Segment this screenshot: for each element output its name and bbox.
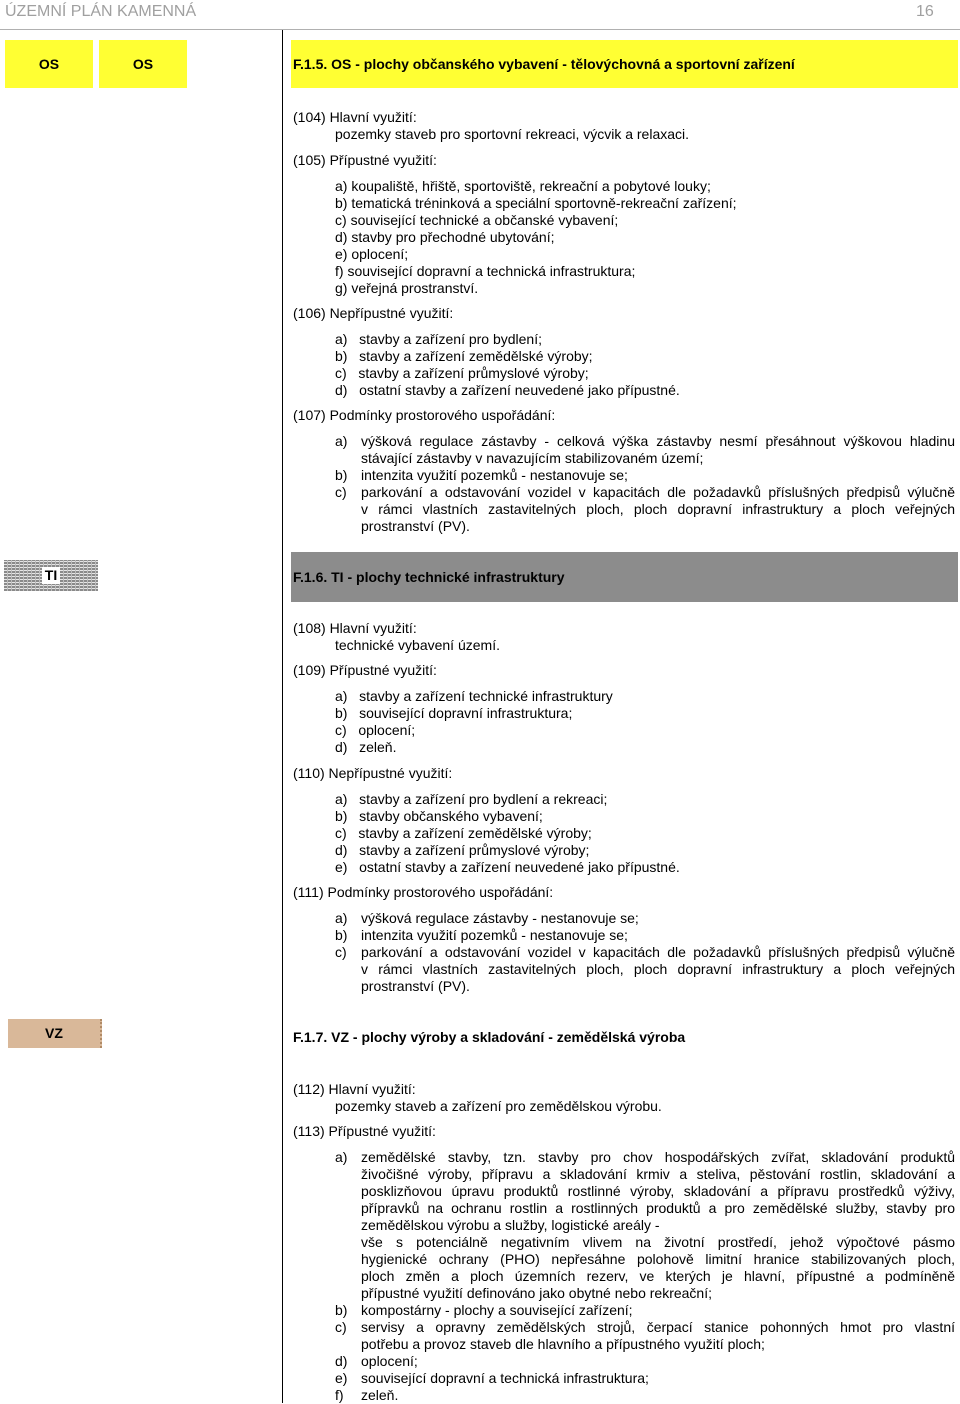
list-item: intenzita využití pozemků - nestanovuje se; bbox=[361, 467, 628, 483]
p111-heading: (111) Podmínky prostorového uspořádání: bbox=[293, 884, 554, 900]
list-item: g) veřejná prostranství. bbox=[335, 280, 479, 296]
list-item: d) stavby pro přechodné ubytování; bbox=[335, 229, 555, 245]
os-section-title: F.1.5. OS - plochy občanského vybavení - tělovýchovná a sportovní zařízení bbox=[293, 55, 795, 72]
p107-heading: (107) Podmínky prostorového uspořádání: bbox=[293, 407, 556, 423]
list-item: a) stavby a zařízení pro bydlení; bbox=[335, 331, 542, 347]
list-item-cont: přípustné využití definováno jako obytné nebo rekreační; bbox=[361, 1285, 712, 1301]
list-item: b) související dopravní infrastruktura; bbox=[335, 705, 573, 721]
ti-section-bar bbox=[291, 552, 958, 602]
list-item-cont: hygienické ochrany (PHO) nepřesáhne polohově limitní hranice stabilizovaných ploch, bbox=[361, 1251, 955, 1267]
list-item: parkování a odstavování vozidel v kapacitách dle požadavků příslušných předpisů výlučně bbox=[361, 484, 955, 500]
list-item-cont: vše s potenciálně negativním vlivem na životní prostředí, jehož výpočtové pásmo bbox=[361, 1234, 955, 1250]
list-label: b) bbox=[335, 927, 348, 943]
list-item-cont: prostranství (PV). bbox=[361, 518, 470, 534]
list-item-cont: živočišné výroby, přípravu a skladování krmiv a steliva, pěstování rostlin, skladování a bbox=[361, 1166, 955, 1182]
p108-heading: (108) Hlavní využití: bbox=[293, 620, 417, 636]
list-item: a) koupaliště, hřiště, sportoviště, rekreační a pobytové louky; bbox=[335, 178, 711, 194]
p106-heading: (106) Nepřípustné využití: bbox=[293, 305, 454, 321]
document-title: ÚZEMNÍ PLÁN KAMENNÁ bbox=[5, 3, 197, 20]
list-label: a) bbox=[335, 1149, 348, 1165]
list-item: b) tematická tréninková a speciální sportovně-rekreační zařízení; bbox=[335, 195, 737, 211]
list-label: c) bbox=[335, 484, 347, 500]
p109-heading: (109) Přípustné využití: bbox=[293, 662, 437, 678]
list-item: d) stavby a zařízení průmyslové výroby; bbox=[335, 842, 590, 858]
p112-heading: (112) Hlavní využití: bbox=[293, 1081, 416, 1097]
list-label: c) bbox=[335, 944, 347, 960]
p110-heading: (110) Nepřípustné využití: bbox=[293, 765, 453, 781]
list-item-cont: posklizňovou úpravu produktů rostlinné výroby, skladování a přípravu prostředků výživy, bbox=[361, 1183, 955, 1199]
list-item: a) stavby a zařízení pro bydlení a rekreaci; bbox=[335, 791, 608, 807]
list-item: oplocení; bbox=[361, 1353, 418, 1369]
os-code-badge: OS bbox=[5, 40, 93, 88]
vz-section-title: F.1.7. VZ - plochy výroby a skladování - zemědělská výroba bbox=[293, 1028, 686, 1045]
ti-section-title: F.1.6. TI - plochy technické infrastruktury bbox=[293, 568, 565, 585]
header-rule bbox=[0, 29, 960, 30]
list-item: d) ostatní stavby a zařízení neuvedené jako přípustné. bbox=[335, 382, 680, 398]
p112-text: pozemky staveb a zařízení pro zemědělskou výrobu. bbox=[335, 1098, 662, 1114]
list-label: a) bbox=[335, 910, 348, 926]
list-item: zeleň. bbox=[361, 1387, 399, 1403]
vz-section-bar bbox=[291, 1012, 958, 1062]
list-item: výšková regulace zástavby - celková výška zástavby nesmí přesáhnout výškovou hladinu bbox=[361, 433, 955, 449]
ti-code-badge: TI bbox=[4, 560, 98, 591]
p104-text: pozemky staveb pro sportovní rekreaci, výcvik a relaxaci. bbox=[335, 126, 690, 142]
list-item-cont: prostranství (PV). bbox=[361, 978, 470, 994]
list-item-cont: zemědělskou výrobu a služby, logistické areály - bbox=[361, 1217, 660, 1233]
list-item-cont: přípravků na ochranu rostlin a rostlinných produktů a pro zemědělské služby, stavby pro bbox=[361, 1200, 955, 1216]
list-item-cont: v rámci vlastních zastavitelných ploch, ploch dopravní infrastruktury a ploch veřejných bbox=[361, 961, 955, 977]
list-label: b) bbox=[335, 467, 348, 483]
p105-heading: (105) Přípustné využití: bbox=[293, 152, 437, 168]
list-item: c) oplocení; bbox=[335, 722, 416, 738]
p104-heading: (104) Hlavní využití: bbox=[293, 109, 417, 125]
list-item: b) stavby a zařízení zemědělské výroby; bbox=[335, 348, 593, 364]
list-item: e) oplocení; bbox=[335, 246, 409, 262]
list-item: výšková regulace zástavby - nestanovuje se; bbox=[361, 910, 639, 926]
list-label: e) bbox=[335, 1370, 348, 1386]
list-item: kompostárny - plochy a související zařízení; bbox=[361, 1302, 633, 1318]
list-item: b) stavby občanského vybavení; bbox=[335, 808, 543, 824]
list-item: související dopravní a technická infrastruktura; bbox=[361, 1370, 649, 1386]
column-divider bbox=[282, 30, 283, 1403]
list-label: f) bbox=[335, 1387, 344, 1403]
list-item: c) stavby a zařízení průmyslové výroby; bbox=[335, 365, 589, 381]
list-label: d) bbox=[335, 1353, 348, 1369]
list-label: a) bbox=[335, 433, 348, 449]
p113-heading: (113) Přípustné využití: bbox=[293, 1123, 436, 1139]
list-item: zemědělské stavby, tzn. stavby pro chov hospodářských zvířat, skladování produktů bbox=[361, 1149, 955, 1165]
list-item: a) stavby a zařízení technické infrastruktury bbox=[335, 688, 613, 704]
list-item: intenzita využití pozemků - nestanovuje se; bbox=[361, 927, 628, 943]
list-item-cont: ploch změn a ploch územních rezerv, ve kterých je hlavní, přípustné a podmíněně bbox=[361, 1268, 955, 1284]
p108-text: technické vybavení území. bbox=[335, 637, 500, 653]
list-item: d) zeleň. bbox=[335, 739, 397, 755]
list-item-cont: stávající zástavby v navazujícím stabilizovaném území; bbox=[361, 450, 704, 466]
list-item: c) stavby a zařízení zemědělské výroby; bbox=[335, 825, 592, 841]
list-item: e) ostatní stavby a zařízení neuvedené jako přípustné. bbox=[335, 859, 680, 875]
os-code-badge-2: OS bbox=[99, 40, 187, 88]
list-item-cont: potřebu a provoz staveb dle hlavního a přípustného využití ploch; bbox=[361, 1336, 765, 1352]
list-item: parkování a odstavování vozidel v kapacitách dle požadavků příslušných předpisů výlučně bbox=[361, 944, 955, 960]
list-item-cont: v rámci vlastních zastavitelných ploch, ploch dopravní infrastruktury a ploch veřejných bbox=[361, 501, 955, 517]
list-label: b) bbox=[335, 1302, 348, 1318]
os-section-bar bbox=[291, 40, 958, 88]
list-item: c) související technické a občanské vybavení; bbox=[335, 212, 619, 228]
list-item: f) související dopravní a technická infrastruktura; bbox=[335, 263, 636, 279]
vz-code-badge: VZ bbox=[8, 1019, 102, 1048]
list-item: servisy a opravny zemědělských strojů, čerpací stanice pohonných hmot pro vlastní bbox=[361, 1319, 955, 1335]
list-label: c) bbox=[335, 1319, 347, 1335]
page-number: 16 bbox=[916, 3, 934, 20]
